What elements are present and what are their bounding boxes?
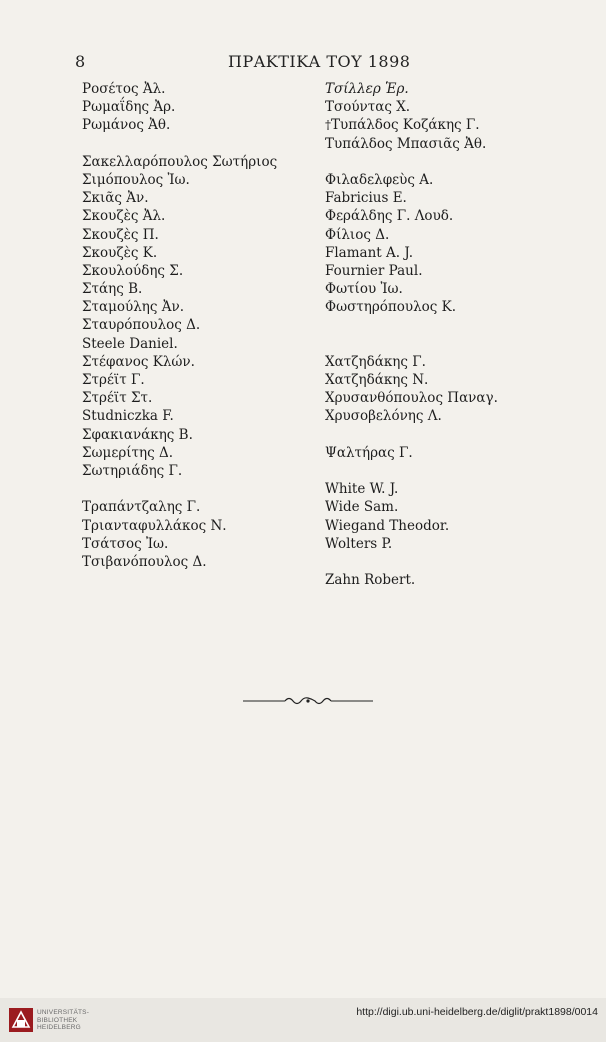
list-item: Τυπάλδος Μπασιᾶς Ἀθ. [325, 135, 487, 152]
list-item: Fabricius E. [325, 190, 407, 207]
list-item: Steele Daniel. [82, 335, 178, 352]
left-name-column [82, 80, 277, 571]
list-item: Φεράλδης Γ. Λουδ. [325, 208, 454, 225]
list-item: Τσούντας Χ. [325, 99, 411, 116]
list-item: Τσίλλερ Ἑρ. [325, 81, 409, 97]
list-item: Χρυσοβελόνης Λ. [325, 408, 442, 425]
list-item: Φίλιος Δ. [325, 226, 390, 243]
source-url-link[interactable]: http://digi.ub.uni-heidelberg.de/diglit/prakt1898/0014 [356, 1006, 598, 1018]
list-item: Τσάτσος Ἰω. [82, 535, 169, 552]
list-item: Σιμόπουλος Ἰω. [82, 171, 190, 188]
list-gap [325, 426, 498, 444]
list-item: Στάης Β. [82, 281, 143, 298]
list-item: Wiegand Theodor. [325, 517, 450, 534]
list-item: Στρέϊτ Στ. [82, 390, 153, 407]
list-item: Ρωμαΐδης Ἀρ. [82, 99, 176, 116]
list-item: Σκουζὲς Π. [82, 226, 159, 243]
list-item: Σωμερίτης Δ. [82, 444, 173, 461]
list-item: Ροσέτος Ἀλ. [82, 81, 166, 97]
list-item: Σκιᾶς Ἀν. [82, 190, 149, 207]
list-item: Φωστηρόπουλος Κ. [325, 299, 457, 316]
list-item: Zahn Robert. [325, 572, 416, 589]
list-item: Flamant A. J. [325, 244, 413, 261]
list-item: Σκουζὲς Ἀλ. [82, 208, 166, 225]
list-item: Ψαλτήρας Γ. [325, 444, 413, 461]
list-item: Σφακιανάκης Β. [82, 426, 193, 443]
list-item: Χρυσανθόπουλος Παναγ. [325, 390, 498, 407]
list-item: Χατζηδάκης Γ. [325, 353, 426, 370]
list-item: Στέφανος Κλών. [82, 353, 195, 370]
list-item: Σκουζὲς Κ. [82, 244, 158, 261]
list-item: Wide Sam. [325, 499, 399, 516]
list-item: Wolters P. [325, 535, 393, 552]
list-item: Fournier Paul. [325, 262, 423, 279]
list-item: Στρέϊτ Γ. [82, 372, 145, 388]
library-name: UNIVERSITÄTS- BIBLIOTHEK HEIDELBERG [37, 1009, 90, 1031]
list-item: Σωτηριάδης Γ. [82, 462, 183, 479]
list-item: White W. J. [325, 481, 399, 498]
list-gap [325, 316, 498, 334]
list-gap [82, 480, 277, 498]
running-title: ΠΡΑΚΤΙΚΑ ΤΟΥ 1898 [228, 52, 411, 71]
list-item: Studniczka F. [82, 408, 174, 425]
page-number: 8 [75, 52, 86, 71]
list-item: Τριανταφυλλάκος Ν. [82, 517, 227, 534]
list-item: Σταμούλης Ἀν. [82, 299, 184, 316]
list-gap [325, 462, 498, 480]
list-item: Φιλαδελφεὺς Α. [325, 171, 434, 188]
list-item: Ρωμάνος Ἀθ. [82, 117, 171, 134]
list-gap [325, 335, 498, 353]
university-library-logo-icon [9, 1008, 33, 1032]
list-item-deceased [325, 116, 498, 134]
viewer-footer [0, 998, 606, 1042]
list-item: Σταυρόπουλος Δ. [82, 317, 201, 334]
list-item: Σκουλούδης Σ. [82, 262, 184, 279]
list-item: Τραπάντζαλης Γ. [82, 499, 201, 516]
dagger-mark: † [325, 118, 331, 133]
list-item: Χατζηδάκης Ν. [325, 372, 429, 388]
list-item: Σακελλαρόπουλος Σωτήριος [82, 153, 278, 170]
list-item: Φωτίου Ἰω. [325, 281, 403, 298]
list-gap [325, 153, 498, 171]
ornament-divider [243, 694, 373, 708]
list-gap [82, 135, 277, 153]
right-name-column [325, 80, 498, 589]
list-item-text: Τυπάλδος Κοζάκης Γ. [331, 117, 480, 134]
list-item: Τσιβανόπουλος Δ. [82, 553, 207, 570]
list-gap [325, 553, 498, 571]
